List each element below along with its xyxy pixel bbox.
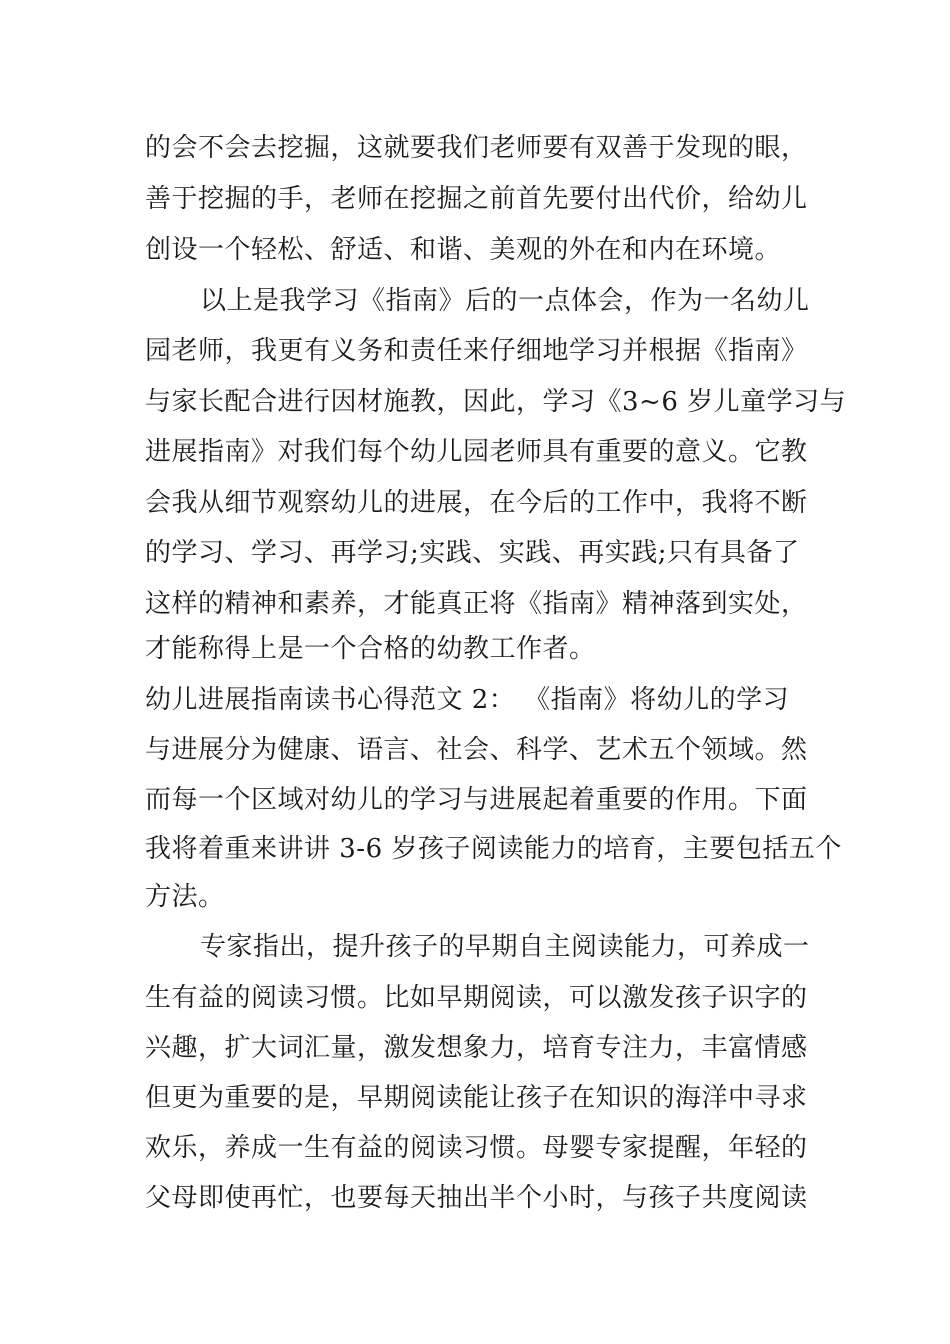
text-line: 而每一个区域对幼儿的学习与进展起着重要的作用。下面	[145, 785, 808, 815]
text-line: 这样的精神和素养，才能真正将《指南》精神落到实处，	[145, 589, 808, 619]
text-line: 会我从细节观察幼儿的进展，在今后的工作中，我将不断	[145, 488, 808, 518]
text-line: 兴趣，扩大词汇量，激发想象力，培育专注力，丰富情感	[145, 1033, 808, 1063]
text-line: 我将着重来讲讲 3-6 岁孩子阅读能力的培育，主要包括五个	[145, 834, 842, 864]
text-line: 欢乐，养成一生有益的阅读习惯。母婴专家提醒，年轻的	[145, 1133, 808, 1163]
text-line: 创设一个轻松、舒适、和谐、美观的外在和内在环境。	[145, 235, 782, 265]
text-line: 生有益的阅读习惯。比如早期阅读，可以激发孩子识字的	[145, 983, 808, 1013]
text-line: 进展指南》对我们每个幼儿园老师具有重要的意义。它教	[145, 437, 808, 467]
text-line: 善于挖掘的手，老师在挖掘之前首先要付出代价，给幼儿	[145, 184, 808, 214]
text-line: 但更为重要的是，早期阅读能让孩子在知识的海洋中寻求	[145, 1083, 808, 1113]
text-line: 才能称得上是一个合格的幼教工作者。	[145, 634, 596, 664]
text-line: 父母即使再忙，也要每天抽出半个小时，与孩子共度阅读	[145, 1183, 808, 1213]
text-line: 与家长配合进行因材施教，因此，学习《3~6 岁儿童学习与	[145, 387, 847, 417]
text-line: 专家指出，提升孩子的早期自主阅读能力，可养成一	[200, 932, 810, 962]
text-line: 方法。	[145, 882, 225, 912]
text-line: 以上是我学习《指南》后的一点体会，作为一名幼儿	[200, 286, 810, 316]
text-line: 园老师，我更有义务和责任来仔细地学习并根据《指南》	[145, 336, 808, 366]
text-line: 的会不会去挖掘，这就要我们老师要有双善于发现的眼，	[145, 133, 808, 163]
text-line: 的学习、学习、再学习;实践、实践、再实践;只有具备了	[145, 538, 800, 568]
text-line: 与进展分为健康、语言、社会、科学、艺术五个领域。然	[145, 735, 808, 765]
text-line: 幼儿进展指南读书心得范文 2： 《指南》将幼儿的学习	[145, 685, 790, 715]
